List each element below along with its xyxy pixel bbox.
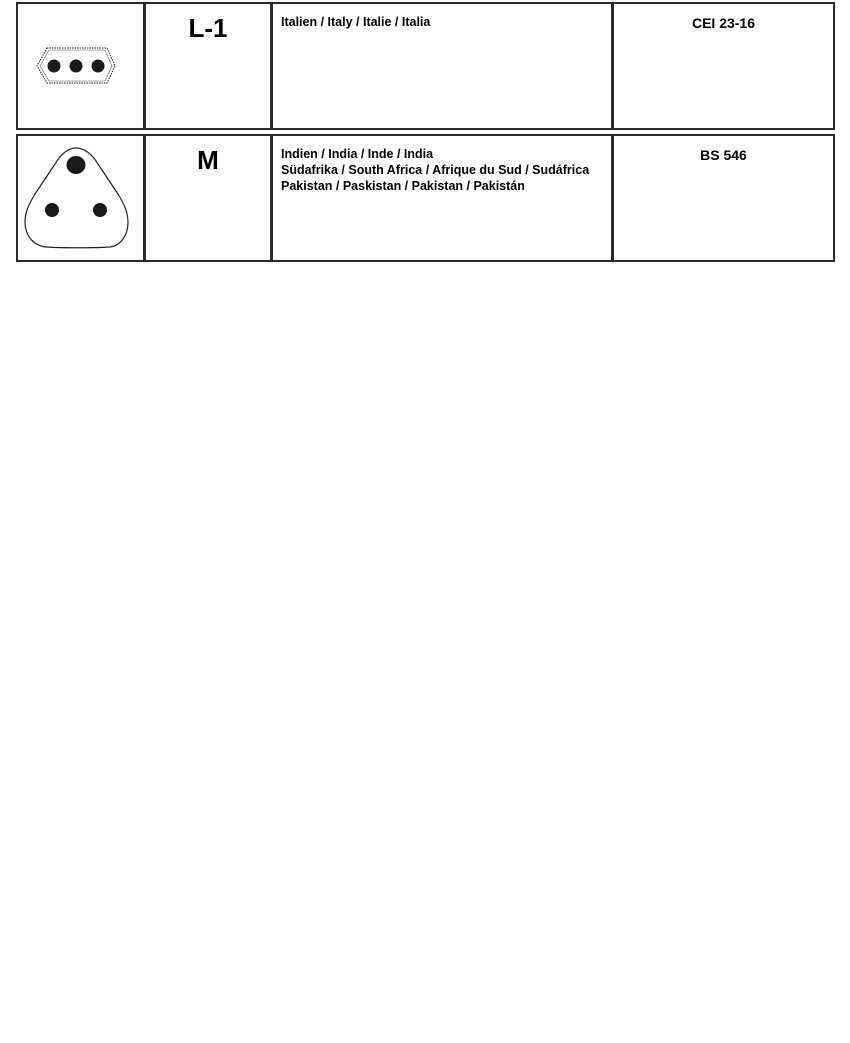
country-line: Indien / India / Inde / India [281,147,434,161]
country-line: Südafrika / South Africa / Afrique du Sud / Sudáfrica [281,163,590,177]
table-row [16,134,835,262]
plug-type-cell [144,134,272,262]
countries-cell [271,134,613,262]
plug-type-l-icon [18,4,143,128]
country-list [281,14,605,30]
countries-cell [271,2,613,130]
plug-type-label: L-1 [188,13,228,43]
country-line: Pakistan / Paskistan / Pakistan / Pakistán [281,179,525,193]
standard-cell [612,2,835,130]
country-list [281,146,605,194]
plug-type-cell [144,2,272,130]
standard-cell [612,134,835,262]
table-row [16,2,835,130]
plug-image-cell [16,2,145,130]
standard-label: BS 546 [700,147,747,163]
plug-type-label: M [197,145,219,175]
country-line: Italien / Italy / Italie / Italia [281,15,431,29]
plug-type-m-icon [18,136,143,260]
plug-image-cell [16,134,145,262]
standard-label: CEI 23-16 [691,15,756,31]
